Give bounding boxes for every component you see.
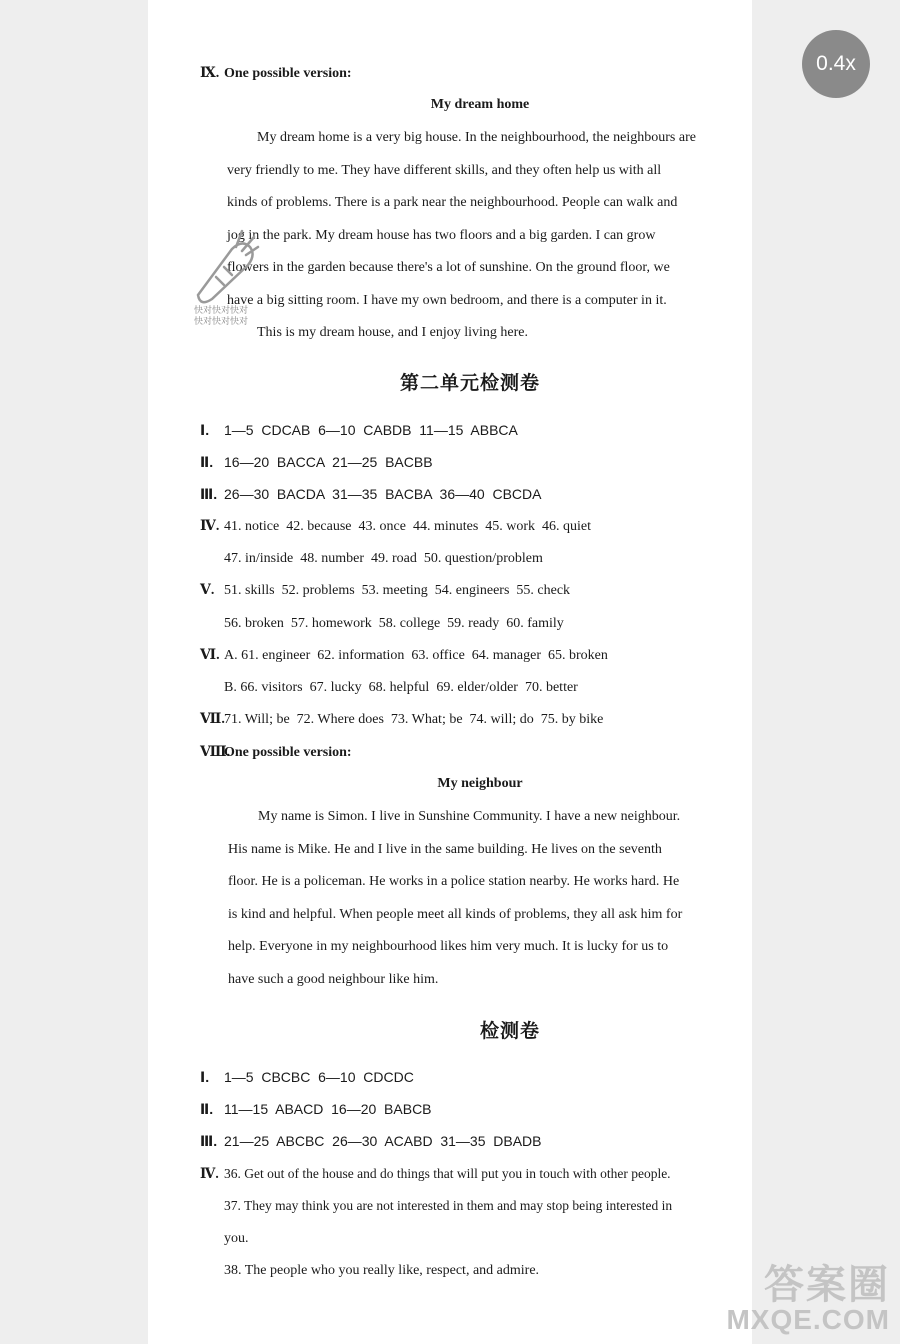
answer-row: [200, 518, 591, 536]
essay-line: kinds of problems. There is a park near the neighbourhood. People can walk and: [227, 195, 678, 210]
answer-row: [200, 582, 570, 600]
essay-line: His name is Mike. He and I live in the same building. He lives on the seventh: [228, 841, 662, 857]
answer-text: 1—5 CBCBC 6—10 CDCDC: [224, 1069, 414, 1085]
heading-label: One possible version:: [224, 745, 352, 760]
answer-row: [200, 453, 433, 471]
answer-text: B. 66. visitors 67. lucky 68. helpful 69. elder/older 70. better: [224, 680, 578, 695]
stamp-text: [194, 306, 248, 328]
answer-text: 41. notice 42. because 43. once 44. minutes 45. work 46. quiet: [224, 519, 592, 534]
essay-line: This is my dream house, and I enjoy living here.: [257, 325, 528, 340]
answer-row: [200, 1068, 414, 1086]
zoom-indicator-button[interactable]: 0.4x: [802, 30, 870, 98]
answer-text: 1—5 CDCAB 6—10 CABDB 11—15 ABBCA: [224, 422, 518, 438]
essay1-title: My dream home: [430, 97, 530, 112]
roman-numeral: Ⅰ.: [200, 1069, 210, 1085]
roman-numeral: Ⅵ.: [200, 648, 220, 663]
document-page: [148, 0, 752, 1344]
watermark-brand: 答案圈: [764, 1263, 890, 1307]
essay-line: My dream home is a very big house. In the neighbourhood, the neighbours are: [257, 130, 696, 145]
essay-line: floor. He is a policeman. He works in a police station nearby. He works hard. He: [228, 874, 680, 889]
unit3-title: 检测卷: [479, 1020, 540, 1042]
answer-text: 26—30 BACDA 31—35 BACBA 36—40 CBCDA: [224, 486, 542, 502]
answer-row: [200, 1132, 542, 1150]
stamp-line: 快对快对快对: [194, 317, 249, 327]
essay-line: jog in the park. My dream house has two floors and a big garden. I can grow: [227, 227, 656, 243]
essay-line: have such a good neighbour like him.: [228, 971, 439, 987]
answer-row: [200, 550, 543, 568]
answer-text: 11—15 ABACD 16—20 BABCB: [224, 1101, 432, 1117]
essay-line: very friendly to me. They have different skills, and they often help us with all: [227, 162, 662, 178]
answer-text: 56. broken 57. homework 58. college 59. ready 60. family: [224, 616, 564, 631]
watermark: [726, 1253, 890, 1336]
essay2-title: My neighbour: [437, 776, 523, 791]
essay2-body: [228, 801, 731, 996]
answer-text: 16—20 BACCA 21—25 BACBB: [224, 454, 433, 470]
answer-text: you.: [224, 1231, 249, 1246]
answer-row: [200, 485, 542, 503]
roman-numeral: Ⅸ.: [200, 66, 220, 81]
roman-numeral: Ⅲ.: [200, 486, 218, 502]
answer-text: 21—25 ABCBC 26—30 ACABD 31—35 DBADB: [224, 1133, 542, 1149]
answer-text: 38. The people who you really like, respect, and admire.: [224, 1263, 540, 1278]
essay-line: My name is Simon. I live in Sunshine Community. I have a new neighbour.: [258, 809, 681, 824]
answer-row: [200, 1100, 432, 1118]
answer-row: [200, 1165, 671, 1183]
answer-text: 37. They may think you are not interested in them and may stop being interested in: [224, 1198, 673, 1213]
answer-row: [200, 1197, 672, 1215]
essay-line: is kind and helpful. When people meet all kinds of problems, they all ask him for: [228, 906, 683, 922]
roman-numeral: Ⅷ.: [200, 745, 231, 760]
answer-row: [200, 647, 608, 665]
essay1-body: [227, 122, 731, 350]
answer-row: [200, 1230, 249, 1248]
roman-numeral: Ⅱ.: [200, 1101, 214, 1117]
unit2-title: 第二单元检测卷: [399, 372, 540, 394]
answer-row: [200, 1262, 539, 1280]
heading-label: One possible version:: [224, 66, 352, 81]
answer-text: 47. in/inside 48. number 49. road 50. question/problem: [224, 551, 543, 566]
answer-text: 51. skills 52. problems 53. meeting 54. engineers 55. check: [224, 583, 571, 598]
part-viii-heading: [200, 744, 352, 762]
answer-row: [200, 711, 603, 729]
answer-row: [200, 679, 578, 697]
answer-text: A. 61. engineer 62. information 63. office 64. manager 65. broken: [224, 648, 608, 663]
answer-text: 71. Will; be 72. Where does 73. What; be 74. will; do 75. by bike: [224, 712, 604, 727]
roman-numeral: Ⅱ.: [200, 454, 214, 470]
roman-numeral: Ⅴ.: [200, 583, 215, 598]
essay-line: have a big sitting room. I have my own bedroom, and there is a computer in it.: [227, 292, 667, 308]
answer-row: [200, 615, 564, 633]
essay-line: help. Everyone in my neighbourhood likes him very much. It is lucky for us to: [228, 939, 669, 954]
roman-numeral: Ⅰ.: [200, 422, 210, 438]
watermark-url: MXQE.COM: [726, 1304, 890, 1335]
roman-numeral: Ⅶ.: [200, 712, 225, 727]
answer-row: [200, 421, 518, 439]
stamp-line: 快对快对快对: [194, 306, 249, 316]
essay-line: flowers in the garden because there's a lot of sunshine. On the ground floor, we: [227, 260, 670, 275]
answer-text: 36. Get out of the house and do things that will put you in touch with other people.: [224, 1166, 671, 1181]
roman-numeral: Ⅲ.: [200, 1133, 218, 1149]
roman-numeral: Ⅳ.: [200, 519, 220, 534]
part-ix-heading: [200, 65, 352, 83]
roman-numeral: Ⅳ.: [200, 1166, 219, 1181]
